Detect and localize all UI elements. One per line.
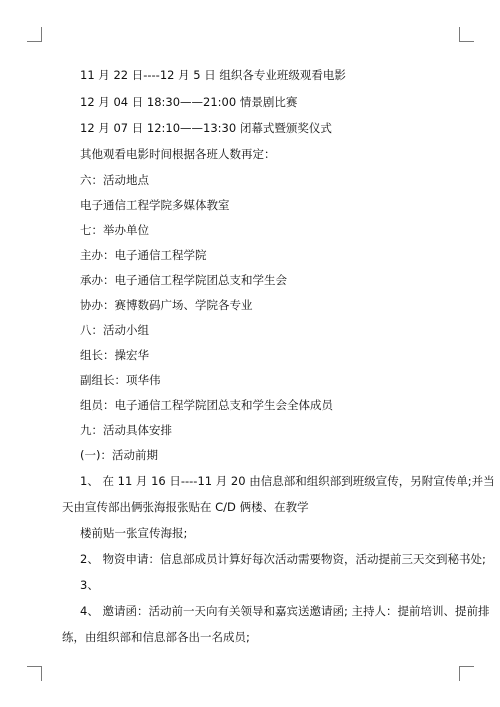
section-heading-organizers: 七：举办单位 — [80, 223, 149, 237]
schedule-line-2: 12 月 04 日 18:30——21:00 情景剧比赛 — [80, 95, 298, 109]
item-1-line-3: 楼前贴一张宣传海报; — [80, 526, 188, 540]
organizer-undertaker: 承办：电子通信工程学院团总支和学生会 — [80, 273, 287, 287]
subsection-heading-preparation: (一)：活动前期 — [80, 448, 158, 462]
organizer-cosponsor: 协办：赛博数码广场、学院各专业 — [80, 298, 253, 312]
team-members: 组员：电子通信工程学院团总支和学生会全体成员 — [80, 398, 333, 412]
section-heading-location: 六：活动地点 — [80, 173, 149, 187]
section-heading-team: 八：活动小组 — [80, 323, 149, 337]
item-1-line-2: 天由宣传部出俩张海报张贴在 C/D 俩楼、在教学 — [62, 500, 309, 514]
crop-mark-bottom-right — [459, 666, 474, 681]
schedule-line-1: 11 月 22 日----12 月 5 日 组织各专业班级观看电影 — [80, 68, 346, 82]
crop-mark-top-right — [459, 27, 474, 42]
crop-mark-bottom-left — [27, 666, 42, 681]
item-4-line-1: 4、 邀请函：活动前一天向有关领导和嘉宾送邀请函; 主持人：提前培训、提前排 — [80, 604, 490, 618]
section-heading-arrangement: 九：活动具体安排 — [80, 423, 172, 437]
team-deputy-leader: 副组长：项华伟 — [80, 373, 161, 387]
schedule-note: 其他观看电影时间根据各班人数再定： — [80, 147, 276, 161]
location-text: 电子通信工程学院多媒体教室 — [80, 198, 230, 212]
crop-mark-top-left — [27, 27, 42, 42]
schedule-line-3: 12 月 07 日 12:10——13:30 闭幕式暨颁奖仪式 — [80, 121, 332, 135]
item-1-line-1: 1、 在 11 月 16 日----11 月 20 由信息部和组织部到班级宣传，另附宣传单;并当 — [80, 474, 495, 488]
item-2: 2、 物资申请：信息部成员计算好每次活动需要物资，活动提前三天交到秘书处; — [80, 552, 486, 566]
team-leader: 组长：操宏华 — [80, 348, 149, 362]
item-4-line-2: 练，由组织部和信息部各出一名成员; — [62, 630, 250, 644]
item-3: 3、 — [80, 578, 99, 592]
organizer-host: 主办：电子通信工程学院 — [80, 248, 207, 262]
